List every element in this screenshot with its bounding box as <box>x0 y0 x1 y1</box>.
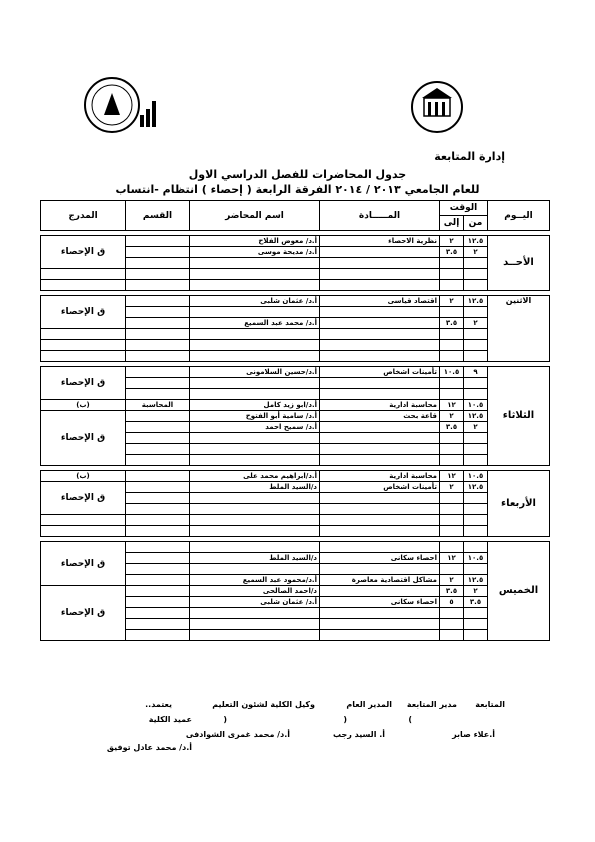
lecturer: أ.د/ مديحة موسى <box>190 247 320 258</box>
time-to: ٢ <box>440 296 464 307</box>
paren-right: ) <box>408 715 412 724</box>
header-hall: المدرج <box>41 201 126 231</box>
section <box>126 586 190 597</box>
time-to: ١٢ <box>440 553 464 564</box>
section <box>126 553 190 564</box>
hall: ق الإحصاء <box>41 482 126 515</box>
lecturer: د/احمد الصالحى <box>190 586 320 597</box>
table-row <box>41 280 550 291</box>
time-from: ١٢.٥ <box>464 296 488 307</box>
hall: ق الإحصاء <box>41 586 126 641</box>
section <box>126 318 190 329</box>
hall: (ب) <box>41 400 126 411</box>
table-row <box>41 269 550 280</box>
schedule-table <box>40 200 550 641</box>
lecturer: أ.د/ محمد عبد السميع <box>190 318 320 329</box>
table-row <box>41 411 550 422</box>
table-row <box>41 515 550 526</box>
table-row <box>41 586 550 597</box>
subject: محاسبة ادارية <box>320 400 440 411</box>
time-from: ١٢.٥ <box>464 236 488 247</box>
time-from: ١٢.٥ <box>464 482 488 493</box>
university-logo <box>410 80 465 135</box>
section <box>126 411 190 422</box>
subject: مشاكل اقتصادية معاصرة <box>320 575 440 586</box>
section <box>126 575 190 586</box>
section <box>126 247 190 258</box>
subject <box>320 422 440 433</box>
hall: ق الإحصاء <box>41 296 126 329</box>
section <box>126 482 190 493</box>
subject: تأمينات اشخاص <box>320 482 440 493</box>
header-from: من <box>464 216 488 231</box>
lecturer: أ.د/ابراهيم محمد على <box>190 471 320 482</box>
time-from: ٢ <box>464 318 488 329</box>
hall: (ب) <box>41 471 126 482</box>
time-to: ٥ <box>440 597 464 608</box>
day-thursday: الخميس <box>488 542 550 641</box>
time-to: ٢ <box>440 236 464 247</box>
header-to: إلى <box>440 216 464 231</box>
footer-approved: يعتمد.. <box>145 700 172 709</box>
subject: اقتصاد قياسى <box>320 296 440 307</box>
header-section: القسم <box>126 201 190 231</box>
lecturer: د/السيد الملط <box>190 482 320 493</box>
day-monday: الاثنين <box>488 296 550 362</box>
footer-name-dean: أ.د/ محمد عادل توفيق <box>106 743 192 752</box>
table-row <box>41 367 550 378</box>
table-row <box>41 482 550 493</box>
lecturer: أ.د/محمود عبد السميع <box>190 575 320 586</box>
lecturer: أ.د/حسين السلامونى <box>190 367 320 378</box>
time-from: ٢ <box>464 422 488 433</box>
time-to: ٣.٥ <box>440 422 464 433</box>
header-time: الوقت <box>440 201 488 216</box>
footer-dean-title: عميد الكلية <box>148 715 192 724</box>
lecturer: د/السيد الملط <box>190 553 320 564</box>
day-tuesday: الثلاثاء <box>488 367 550 466</box>
section <box>126 236 190 247</box>
time-to: ٣.٥ <box>440 318 464 329</box>
subject <box>320 586 440 597</box>
hall: ق الإحصاء <box>41 367 126 400</box>
schedule-title: جدول المحاضرات للفصل الدراسي الاول <box>188 168 407 181</box>
time-from: ٩ <box>464 367 488 378</box>
paren-left: ( <box>343 715 347 724</box>
header-lecturer: اسم المحاضر <box>190 201 320 231</box>
paren-left: ( <box>223 715 227 724</box>
table-row <box>41 471 550 482</box>
subject: قاعة بحث <box>320 411 440 422</box>
table-row <box>41 400 550 411</box>
footer-name-followup: أ.علاء صابر <box>452 730 495 739</box>
department-title: إدارة المتابعة <box>434 150 505 163</box>
lecturer: أ.د/ عثمان شلبى <box>190 296 320 307</box>
faculty-logo <box>82 75 162 135</box>
hall: ق الإحصاء <box>41 236 126 269</box>
time-from: ١٠.٥ <box>464 553 488 564</box>
subject: تأمينات اشخاص <box>320 367 440 378</box>
subject: محاسبة ادارية <box>320 471 440 482</box>
header-row <box>41 201 550 216</box>
time-from: ٣.٥ <box>464 597 488 608</box>
time-from: ١٠.٥ <box>464 400 488 411</box>
time-from: ٢ <box>464 586 488 597</box>
time-to: ٢ <box>440 482 464 493</box>
time-to: ٢ <box>440 411 464 422</box>
time-to: ١٠.٥ <box>440 367 464 378</box>
hall: ق الإحصاء <box>41 411 126 466</box>
time-to: ٢ <box>440 575 464 586</box>
time-from: ١٠.٥ <box>464 471 488 482</box>
time-from: ١٢.٥ <box>464 411 488 422</box>
lecturer: أ.د/ معوض الفلاح <box>190 236 320 247</box>
section <box>126 296 190 307</box>
subject <box>320 318 440 329</box>
footer-name-gm: أ. السيد رجب <box>333 730 385 739</box>
footer-vice-dean: وكيل الكلية لشئون التعليم <box>212 700 315 709</box>
footer-name-vice: أ.د/ محمد غمرى الشوادفى <box>185 730 290 739</box>
lecturer: أ.د/ سامية أبو الفتوح <box>190 411 320 422</box>
section <box>126 422 190 433</box>
footer-followup: المتابعة <box>475 700 505 709</box>
footer-general-manager: المدير العام <box>346 700 392 709</box>
table-row <box>41 329 550 340</box>
subject: نظرية الاحصاء <box>320 236 440 247</box>
table-row <box>41 296 550 307</box>
time-to: ٣.٥ <box>440 247 464 258</box>
subject: احصاء سكانى <box>320 553 440 564</box>
time-to: ١٢ <box>440 471 464 482</box>
subject: احصاء سكانى <box>320 597 440 608</box>
time-to: ١٢ <box>440 400 464 411</box>
table-row <box>41 340 550 351</box>
table-row <box>41 351 550 362</box>
day-sunday: الأحــد <box>488 236 550 291</box>
lecturer: أ.د/ سميح احمد <box>190 422 320 433</box>
hall: ق الإحصاء <box>41 542 126 586</box>
subject <box>320 247 440 258</box>
lecturer: أ.د/ عثمان شلبى <box>190 597 320 608</box>
time-from: ١٢.٥ <box>464 575 488 586</box>
header-day: اليــوم <box>488 201 550 231</box>
section: المحاسبة <box>126 400 190 411</box>
section <box>126 367 190 378</box>
time-to: ٣.٥ <box>440 586 464 597</box>
table-row <box>41 526 550 537</box>
table-row <box>41 542 550 553</box>
section <box>126 471 190 482</box>
time-from: ٢ <box>464 247 488 258</box>
day-wednesday: الأربعاء <box>488 471 550 537</box>
lecturer: أ.د/ابو زيد كامل <box>190 400 320 411</box>
header-subject: المـــــادة <box>320 201 440 231</box>
footer-followup-manager: مدير المتابعة <box>406 700 457 709</box>
section <box>126 597 190 608</box>
table-row <box>41 236 550 247</box>
schedule-subtitle: للعام الجامعي ٢٠١٣ / ٢٠١٤ الفرقة الرابعة ( إحصاء ) انتظام -انتساب <box>115 183 480 196</box>
